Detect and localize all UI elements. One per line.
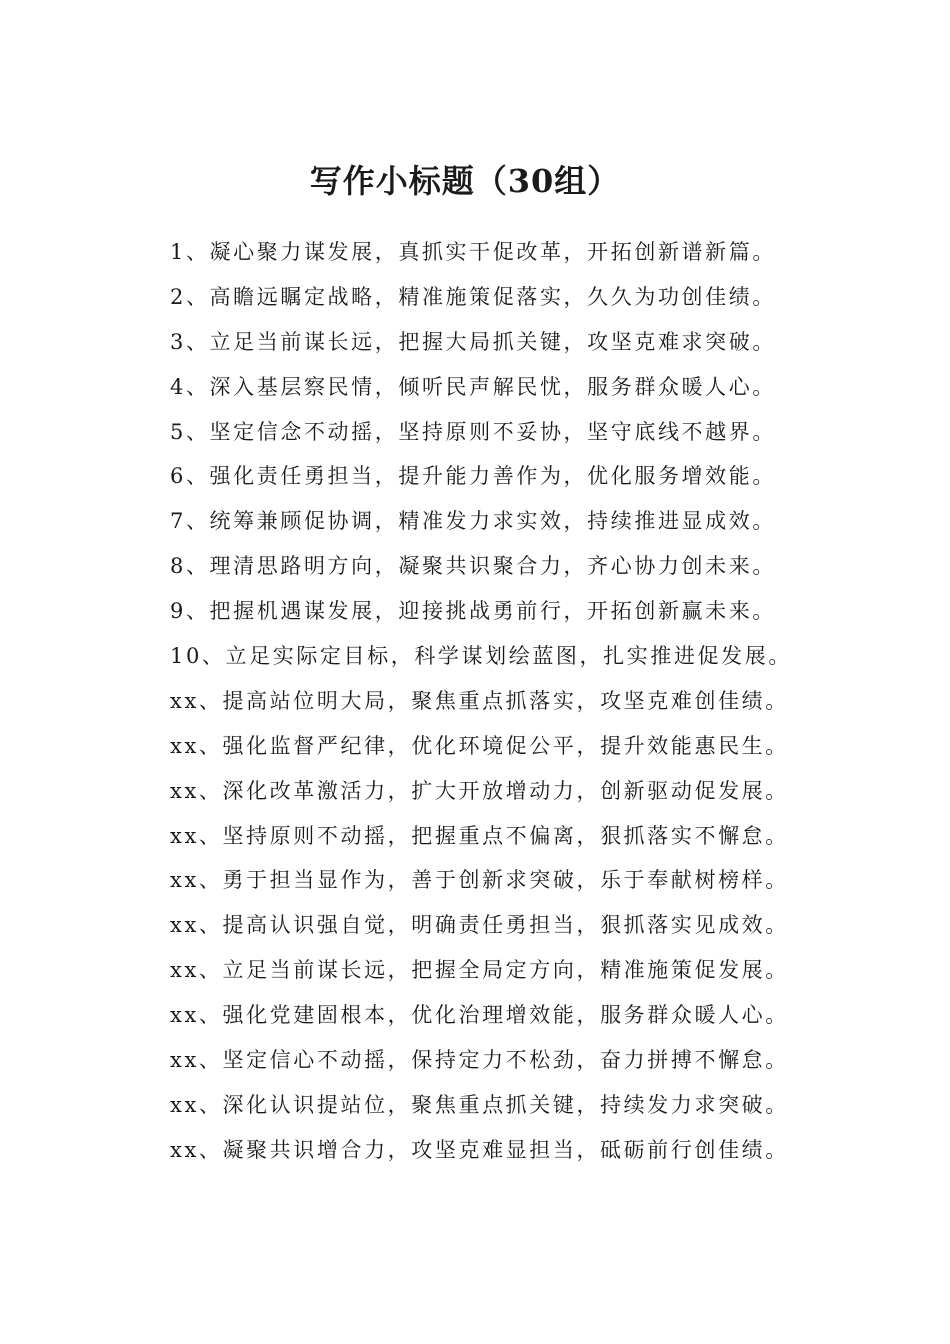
list-item: 2、高瞻远瞩定战略，精准施策促落实，久久为功创佳绩。 — [170, 284, 776, 309]
list-item: xx、提高认识强自觉，明确责任勇担当，狠抓落实见成效。 — [170, 913, 789, 938]
list-item: xx、强化监督严纪律，优化环境促公平，提升效能惠民生。 — [170, 733, 789, 758]
list-item: xx、立足当前谋长远，把握全局定方向，精准施策促发展。 — [170, 958, 789, 983]
list-item: xx、深化认识提站位，聚焦重点抓关键，持续发力求突破。 — [170, 1092, 789, 1117]
list-item: xx、强化党建固根本，优化治理增效能，服务群众暖人心。 — [170, 1003, 789, 1028]
list-item: 7、统筹兼顾促协调，精准发力求实效，持续推进显成效。 — [170, 509, 776, 534]
heading-list — [170, 230, 870, 1173]
list-item: 1、凝心聚力谋发展，真抓实干促改革，开拓创新谱新篇。 — [170, 240, 776, 264]
list-item: 9、把握机遇谋发展，迎接挑战勇前行，开拓创新赢未来。 — [170, 599, 776, 624]
list-item: xx、凝聚共识增合力，攻坚克难显担当，砥砺前行创佳绩。 — [170, 1137, 789, 1162]
list-item: 8、理清思路明方向，凝聚共识聚合力，齐心协力创未来。 — [170, 554, 776, 579]
list-item: 4、深入基层察民情，倾听民声解民忧，服务群众暖人心。 — [170, 374, 776, 399]
list-item: xx、坚定信心不动摇，保持定力不松劲，奋力拼搏不懈怠。 — [170, 1048, 789, 1073]
list-item: xx、坚持原则不动摇，把握重点不偏离，狠抓落实不懈怠。 — [170, 823, 789, 848]
document-title: 写作小标题（30组） — [309, 162, 621, 201]
list-item: 10、立足实际定目标，科学谋划绘蓝图，扎实推进促发展。 — [170, 644, 792, 669]
list-item: 5、坚定信念不动摇，坚持原则不妥协，坚守底线不越界。 — [170, 419, 776, 444]
list-item: xx、深化改革激活力，扩大开放增动力，创新驱动促发展。 — [170, 778, 789, 803]
list-item: xx、提高站位明大局，聚焦重点抓落实，攻坚克难创佳绩。 — [170, 688, 789, 713]
list-item: 3、立足当前谋长远，把握大局抓关键，攻坚克难求突破。 — [170, 329, 776, 354]
list-item: 6、强化责任勇担当，提升能力善作为，优化服务增效能。 — [170, 464, 776, 489]
list-item: xx、勇于担当显作为，善于创新求突破，乐于奉献树榜样。 — [170, 868, 789, 893]
